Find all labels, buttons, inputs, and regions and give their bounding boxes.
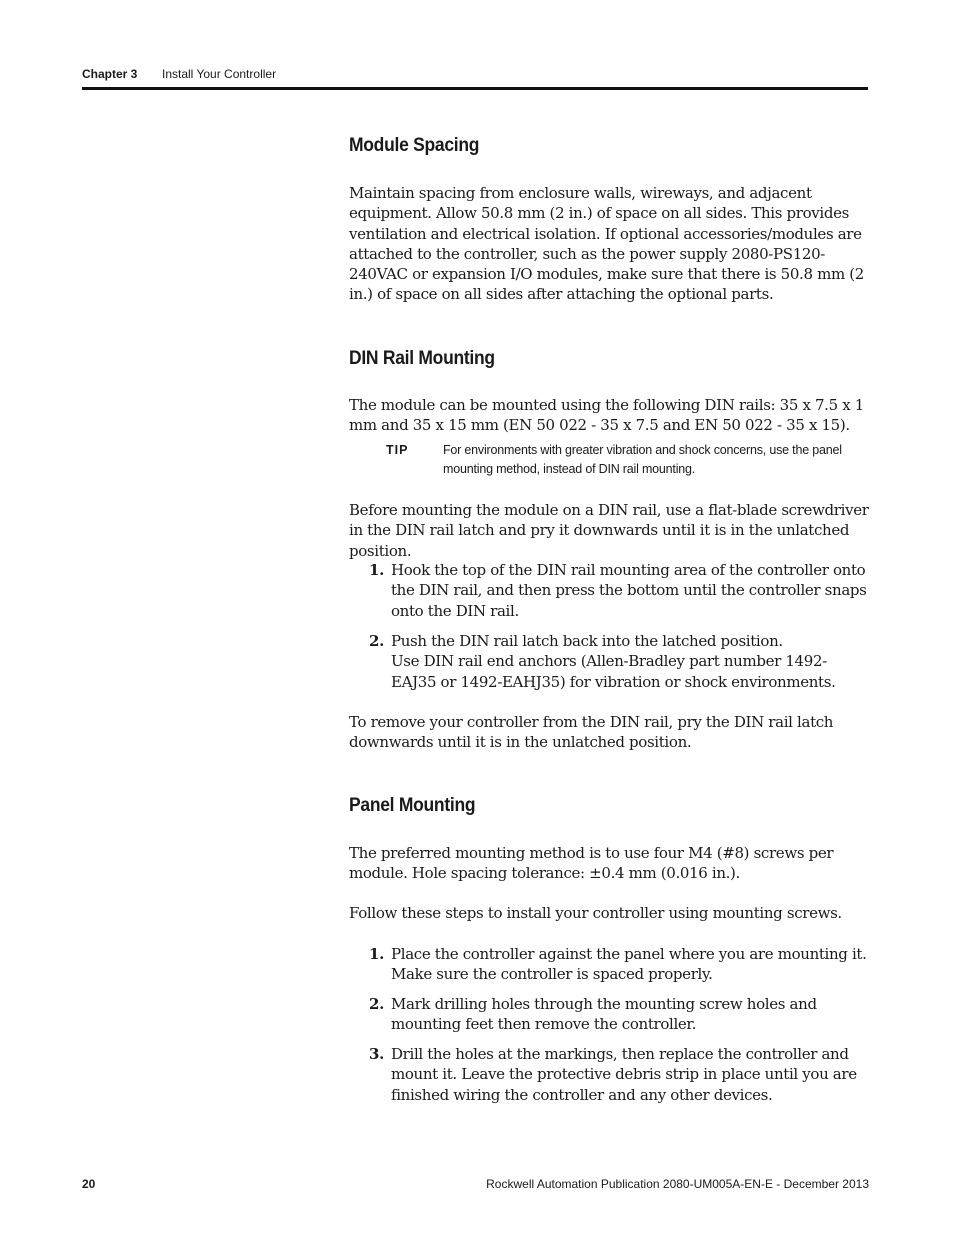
heading-module-spacing: Module Spacing	[349, 135, 480, 156]
din-rail-paragraph-3: To remove your controller from the DIN rail, pry the DIN rail latch downwards until it is in the unlatched position.	[349, 713, 834, 752]
step-number: 2.	[369, 995, 384, 1013]
panel-paragraph-2: Follow these steps to install your controller using mounting screws.	[349, 904, 842, 922]
heading-panel-mounting: Panel Mounting	[349, 795, 476, 816]
publication-info: Rockwell Automation Publication 2080-UM005A-EN-E - December 2013	[486, 1177, 869, 1191]
step-number: 3.	[369, 1045, 384, 1063]
page-header	[82, 66, 868, 90]
page-number: 20	[82, 1177, 96, 1191]
step-note: Use DIN rail end anchors (Allen-Bradley part number 1492-EAJ35 or 1492-EAHJ35) for vibration or shock environments.	[391, 652, 836, 691]
tip-label: TIP	[386, 443, 409, 457]
step-text: Hook the top of the DIN rail mounting area of the controller onto the DIN rail, and then press the bottom until the controller snaps onto the DIN rail.	[391, 561, 867, 620]
step-text: Drill the holes at the markings, then replace the controller and mount it. Leave the protective debris strip in place until you are finished wiring the controller and any other devices.	[391, 1045, 857, 1104]
heading-din-rail-mounting: DIN Rail Mounting	[349, 348, 495, 369]
step-number: 2.	[369, 632, 384, 650]
din-rail-paragraph-2: Before mounting the module on a DIN rail, use a flat-blade screwdriver in the DIN rail latch and pry it downwards until it is in the unlatched position.	[349, 501, 869, 560]
step-number: 1.	[369, 561, 384, 579]
step-text: Push the DIN rail latch back into the latched position.	[391, 632, 783, 650]
module-spacing-paragraph: Maintain spacing from enclosure walls, wireways, and adjacent equipment. Allow 50.8 mm (2 in.) of space on all sides. This provides ventilation and electrical isolation. If optional accessories/modules are attached to the controller, such as the power supply 2080-PS120-240VAC or expansion I/O modules, make sure that there is 50.8 mm (2 in.) of space on all sides after attaching the optional parts.	[349, 184, 864, 304]
din-rail-paragraph-1: The module can be mounted using the following DIN rails: 35 x 7.5 x 1 mm and 35 x 15 mm (EN 50 022 - 35 x 7.5 and EN 50 022 - 35 x 15).	[349, 396, 864, 435]
step-text: Place the controller against the panel where you are mounting it. Make sure the controller is spaced properly.	[391, 945, 867, 984]
tip-text: For environments with greater vibration and shock concerns, use the panel mounting method, instead of DIN rail mounting.	[443, 443, 842, 476]
step-text: Mark drilling holes through the mounting screw holes and mounting feet then remove the controller.	[391, 995, 817, 1034]
step-number: 1.	[369, 945, 384, 963]
panel-paragraph-1: The preferred mounting method is to use four M4 (#8) screws per module. Hole spacing tolerance: ±0.4 mm (0.016 in.).	[349, 844, 834, 883]
chapter-label: Chapter 3	[82, 67, 138, 81]
chapter-title: Install Your Controller	[162, 67, 277, 81]
